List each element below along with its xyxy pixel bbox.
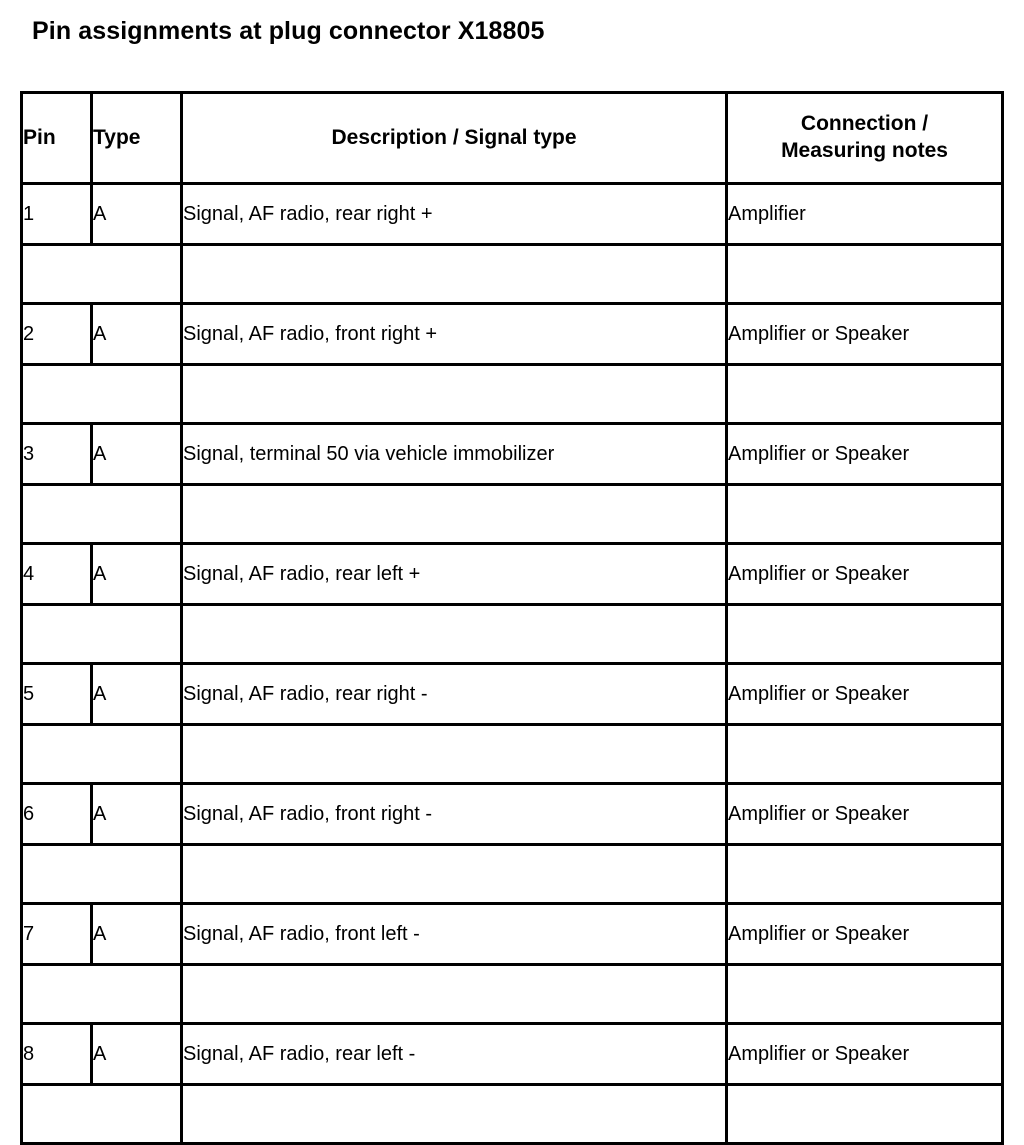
cell-description: Signal, AF radio, rear right - <box>182 664 727 725</box>
table-row <box>22 184 1003 245</box>
cell-pin: 4 <box>22 544 92 605</box>
cell-spacer-description <box>182 1085 727 1144</box>
column-header-type: Type <box>92 93 182 184</box>
cell-spacer-connection <box>727 965 1003 1024</box>
cell-spacer-description <box>182 245 727 304</box>
cell-spacer-connection <box>727 245 1003 304</box>
cell-type: A <box>92 784 182 845</box>
cell-description: Signal, AF radio, rear right + <box>182 184 727 245</box>
table-spacer-row <box>22 1085 1003 1144</box>
cell-type: A <box>92 664 182 725</box>
cell-spacer-left <box>22 605 182 664</box>
cell-type: A <box>92 904 182 965</box>
cell-spacer-connection <box>727 605 1003 664</box>
table-row <box>22 1024 1003 1085</box>
cell-spacer-connection <box>727 725 1003 784</box>
pin-assignment-table-wrapper <box>20 91 1001 1145</box>
cell-connection: Amplifier or Speaker <box>727 304 1003 365</box>
cell-spacer-left <box>22 365 182 424</box>
table-spacer-row <box>22 365 1003 424</box>
cell-spacer-description <box>182 725 727 784</box>
cell-spacer-connection <box>727 1085 1003 1144</box>
table-header-row <box>22 93 1003 184</box>
cell-type: A <box>92 424 182 485</box>
cell-spacer-description <box>182 845 727 904</box>
cell-spacer-connection <box>727 485 1003 544</box>
cell-spacer-left <box>22 725 182 784</box>
cell-spacer-description <box>182 965 727 1024</box>
cell-connection: Amplifier or Speaker <box>727 784 1003 845</box>
column-header-pin: Pin <box>22 93 92 184</box>
cell-spacer-left <box>22 1085 182 1144</box>
column-header-connection <box>727 93 1003 184</box>
cell-spacer-left <box>22 485 182 544</box>
cell-spacer-connection <box>727 845 1003 904</box>
cell-pin: 2 <box>22 304 92 365</box>
column-header-description: Description / Signal type <box>182 93 727 184</box>
cell-connection: Amplifier <box>727 184 1003 245</box>
cell-pin: 5 <box>22 664 92 725</box>
table-row <box>22 304 1003 365</box>
table-spacer-row <box>22 845 1003 904</box>
table-row <box>22 904 1003 965</box>
table-row <box>22 784 1003 845</box>
cell-description: Signal, AF radio, rear left + <box>182 544 727 605</box>
cell-description: Signal, AF radio, rear left - <box>182 1024 727 1085</box>
cell-spacer-left <box>22 965 182 1024</box>
table-spacer-row <box>22 725 1003 784</box>
cell-description: Signal, AF radio, front right - <box>182 784 727 845</box>
table-spacer-row <box>22 605 1003 664</box>
cell-pin: 6 <box>22 784 92 845</box>
table-body <box>22 184 1003 1144</box>
table-row <box>22 424 1003 485</box>
cell-spacer-description <box>182 605 727 664</box>
pin-assignment-table <box>20 91 1004 1145</box>
column-header-connection-line2: Measuring notes <box>781 139 948 162</box>
cell-type: A <box>92 184 182 245</box>
cell-spacer-description <box>182 365 727 424</box>
cell-description: Signal, terminal 50 via vehicle immobilizer <box>182 424 727 485</box>
cell-connection: Amplifier or Speaker <box>727 904 1003 965</box>
cell-spacer-connection <box>727 365 1003 424</box>
table-spacer-row <box>22 245 1003 304</box>
cell-description: Signal, AF radio, front left - <box>182 904 727 965</box>
cell-spacer-left <box>22 245 182 304</box>
cell-description: Signal, AF radio, front right + <box>182 304 727 365</box>
cell-connection: Amplifier or Speaker <box>727 424 1003 485</box>
table-row <box>22 664 1003 725</box>
cell-spacer-left <box>22 845 182 904</box>
cell-spacer-description <box>182 485 727 544</box>
cell-type: A <box>92 1024 182 1085</box>
table-header <box>22 93 1003 184</box>
cell-pin: 8 <box>22 1024 92 1085</box>
column-header-connection-line1: Connection / <box>800 112 929 136</box>
table-spacer-row <box>22 965 1003 1024</box>
page-title: Pin assignments at plug connector X18805 <box>32 17 545 45</box>
cell-pin: 3 <box>22 424 92 485</box>
cell-type: A <box>92 544 182 605</box>
cell-type: A <box>92 304 182 365</box>
table-row <box>22 544 1003 605</box>
cell-pin: 7 <box>22 904 92 965</box>
cell-pin: 1 <box>22 184 92 245</box>
table-spacer-row <box>22 485 1003 544</box>
cell-connection: Amplifier or Speaker <box>727 664 1003 725</box>
cell-connection: Amplifier or Speaker <box>727 1024 1003 1085</box>
cell-connection: Amplifier or Speaker <box>727 544 1003 605</box>
